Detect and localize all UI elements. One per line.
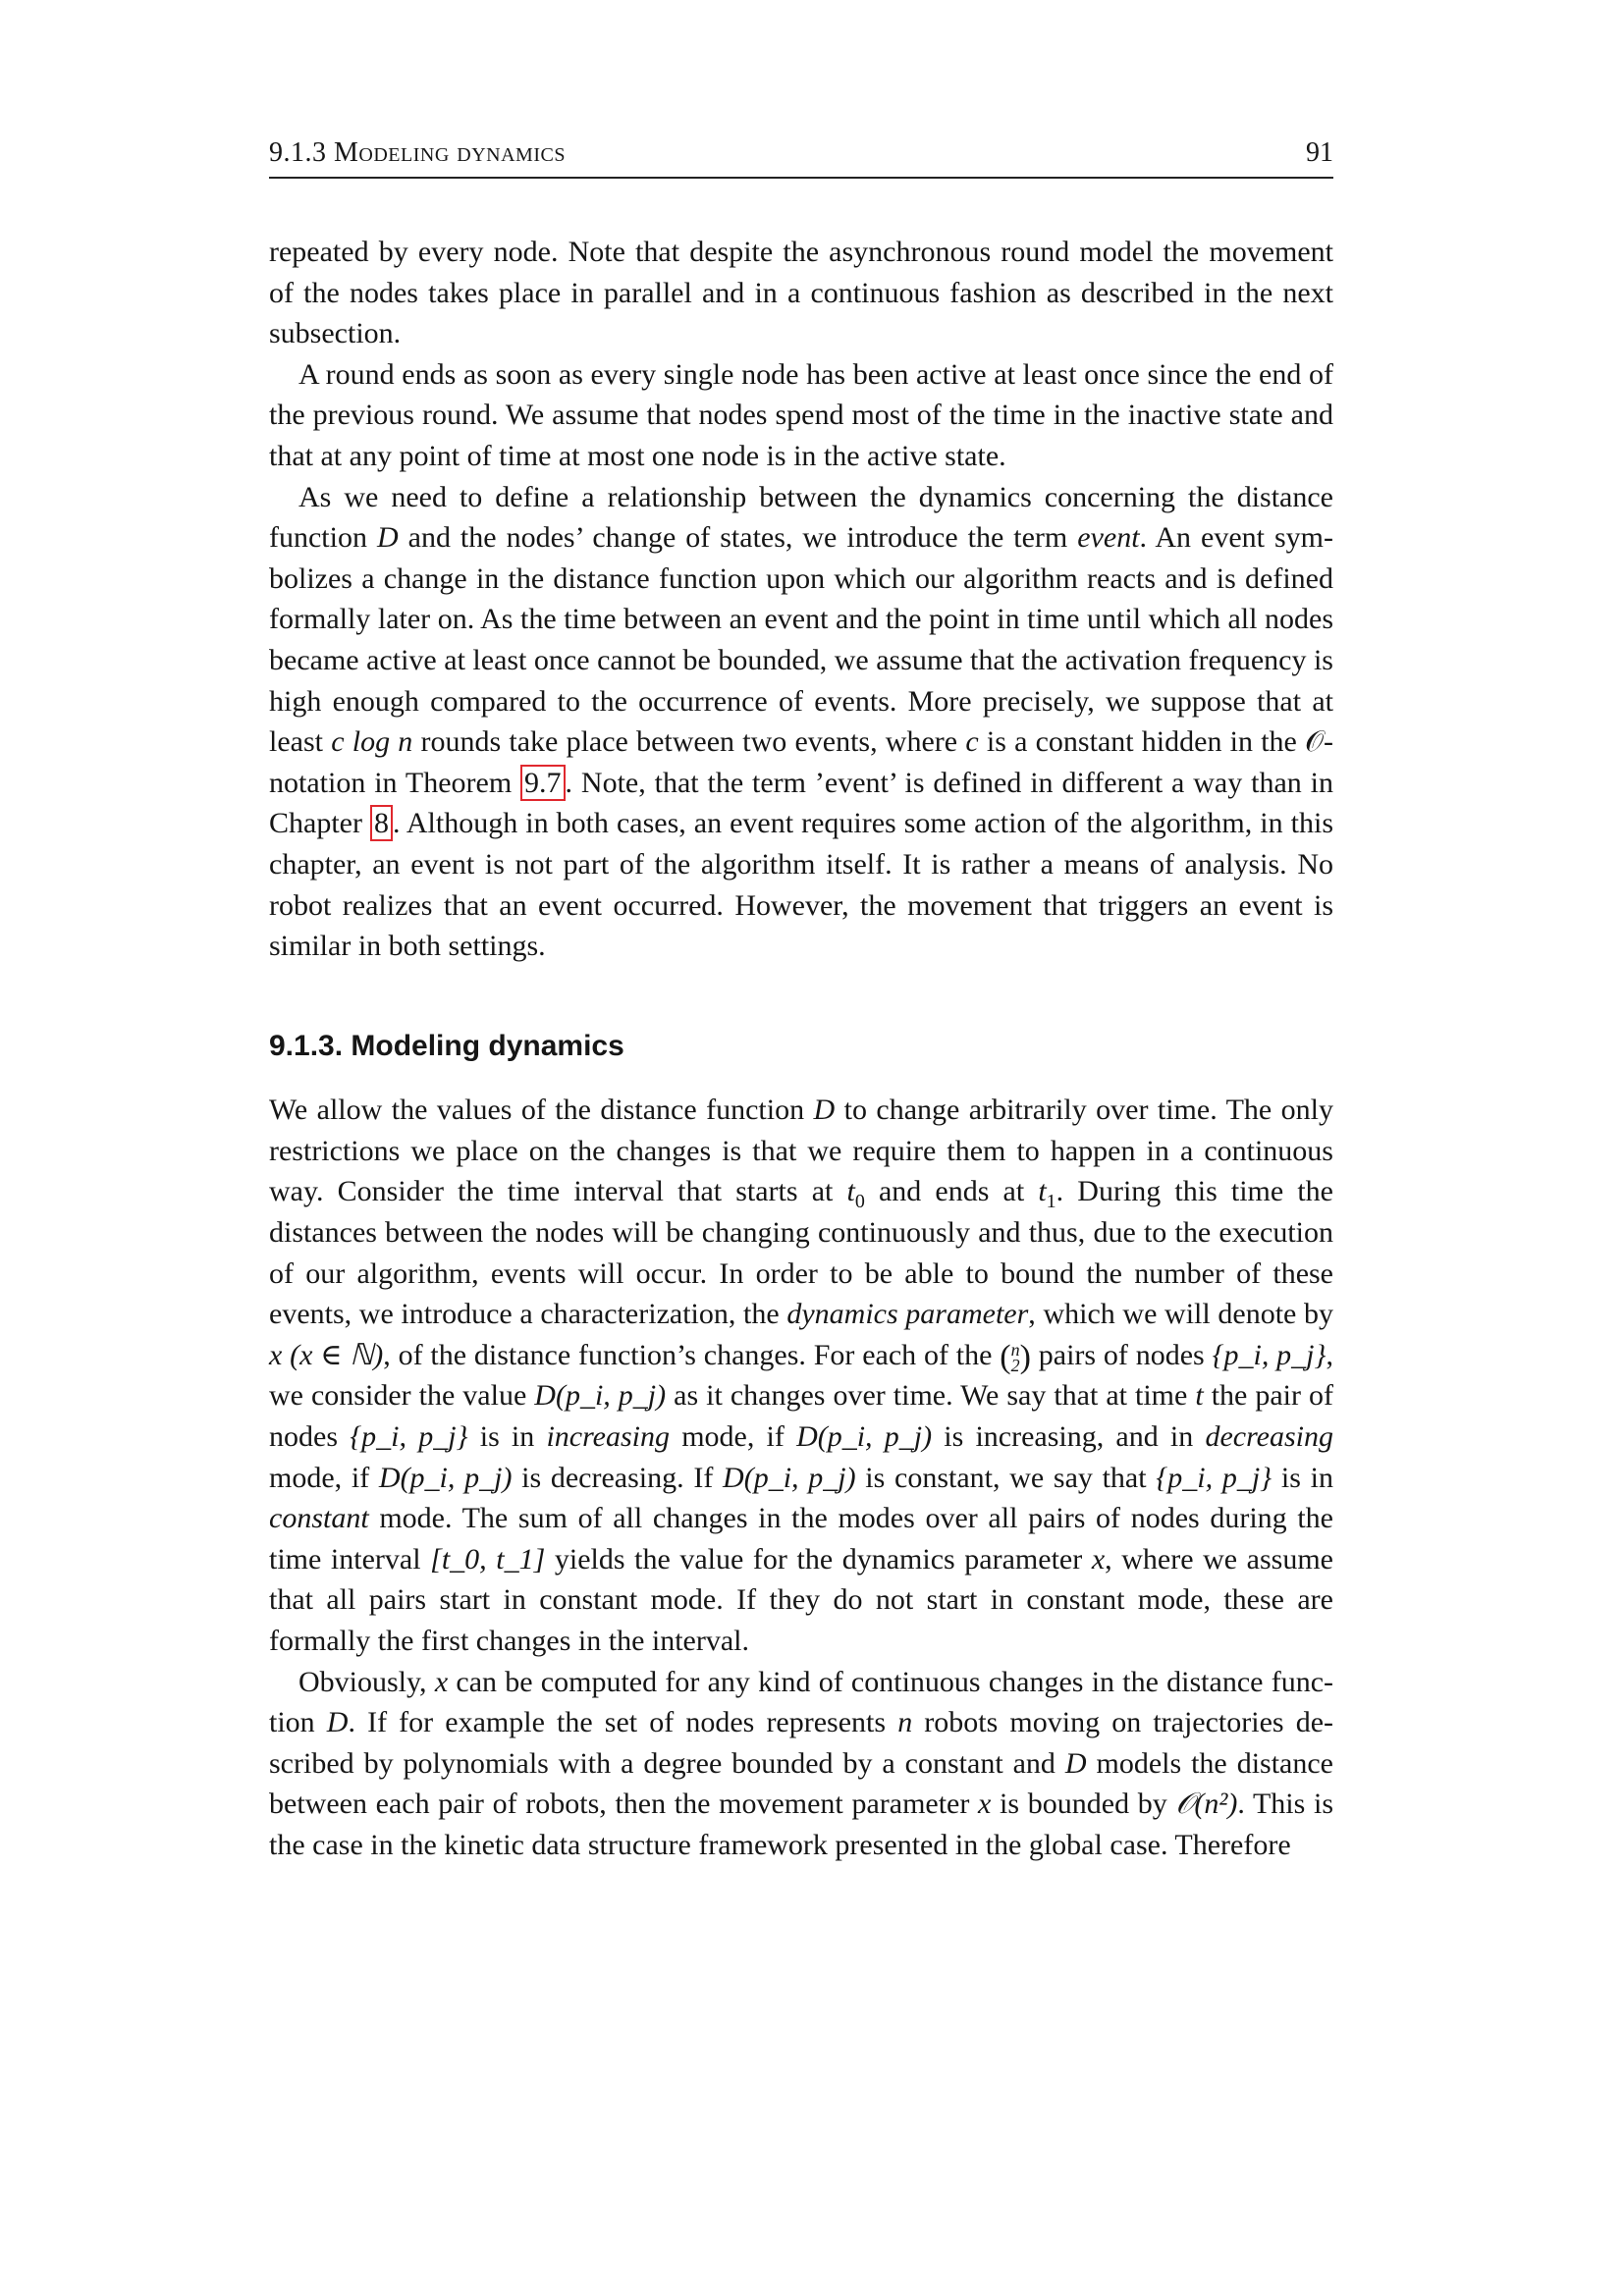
page-body	[269, 232, 1333, 1866]
running-header	[269, 133, 1333, 179]
paragraph-2: A round ends as soon as every single node has been active at least once since the end of the previous round. We assume that nodes spend most of the time in the inactive state and that at any point of time at most one node is in the active state.	[269, 357, 1333, 472]
paragraph-4: We allow the values of the distance function D to change arbitrarily over time. The only restrictions we place on the changes is that we require them to happen in a continuous way. Consider the time interval that starts at $t_0$ and ends at $t_1$. During this time the distances between the nodes will be changing continuously and thus, due to the execution of our algorithm, events will occur. In order to be able to bound the number of these events, we introduce a characterization, the dynamics parameter, which we will denote by x (x ∈ ℕ), of the distance function’s changes. For each of the (n 2) pairs of nodes {p_i, p_j}, we consider the value D(p_i, p_j) as it changes over time. We say that at time t the pair of nodes {p_i, p_j} is in increasing mode, if D(p_i, p_j) is increasing, and in decreasing mode, if D(p_i, p_j) is decreasing. If D(p_i, p_j) is constant, we say that {p_i, p_j} is in constant mode. The sum of all changes in the modes over all pairs of nodes during the time interval [t_0, t_1] yields the value for the dynamics parameter x, where we assume that all pairs start in constant mode. If they do not start in constant mode, these are formally the first changes in the interval.	[269, 1094, 1334, 1657]
paragraph-1: repeated by every node. Note that despite the asynchronous round model the movement of the nodes takes place in parallel and in a continuous fashion as described in the next subsection.	[269, 236, 1333, 350]
section-heading: 9.1.3. Modeling dynamics	[269, 1029, 624, 1062]
header-section-title: 9.1.3 Modeling dynamics	[269, 137, 566, 168]
paragraph-5: Obviously, x can be computed for any kind of continuous changes in the distance func-tion D. If for example the set of nodes represents n robots moving on trajectories de-scribed by polynomials with a degree bounded by a constant and D models the distance between each pair of robots, then the movement parameter x is bounded by 𝒪(n²). This is the case in the kinetic data structure framework presented in the global case. Therefore	[269, 1665, 1334, 1861]
theorem-reference-link[interactable]: 9.7	[520, 765, 566, 801]
paragraph-3: As we need to define a relationship between the dynamics concerning the distance function D and the nodes’ change of states, we introduce the term event. An event sym-bolizes a change in the distance function upon which our algorithm reacts and is defined formally later on. As the time between an event and the point in time until which all nodes became active at least once cannot be bounded, we assume that the activation frequency is high enough compared to the occurrence of events. More precisely, we suppose that at least c log n rounds take place between two events, where c is a constant hidden in the 𝒪-notation in Theorem 9.7 . Note, that the term ’event’ is defined in different a way than in Chapter 8 . Although in both cases, an event requires some action of the algorithm, in this chapter, an event is not part of the algorithm itself. It is rather a means of analysis. No robot realizes that an event occurred. However, the movement that triggers an event is similar in both settings.	[269, 480, 1334, 963]
binomial-coefficient: (n 2)	[1000, 1338, 1031, 1375]
chapter-reference-link[interactable]: 8	[370, 805, 393, 841]
page-number: 91	[1306, 137, 1333, 168]
